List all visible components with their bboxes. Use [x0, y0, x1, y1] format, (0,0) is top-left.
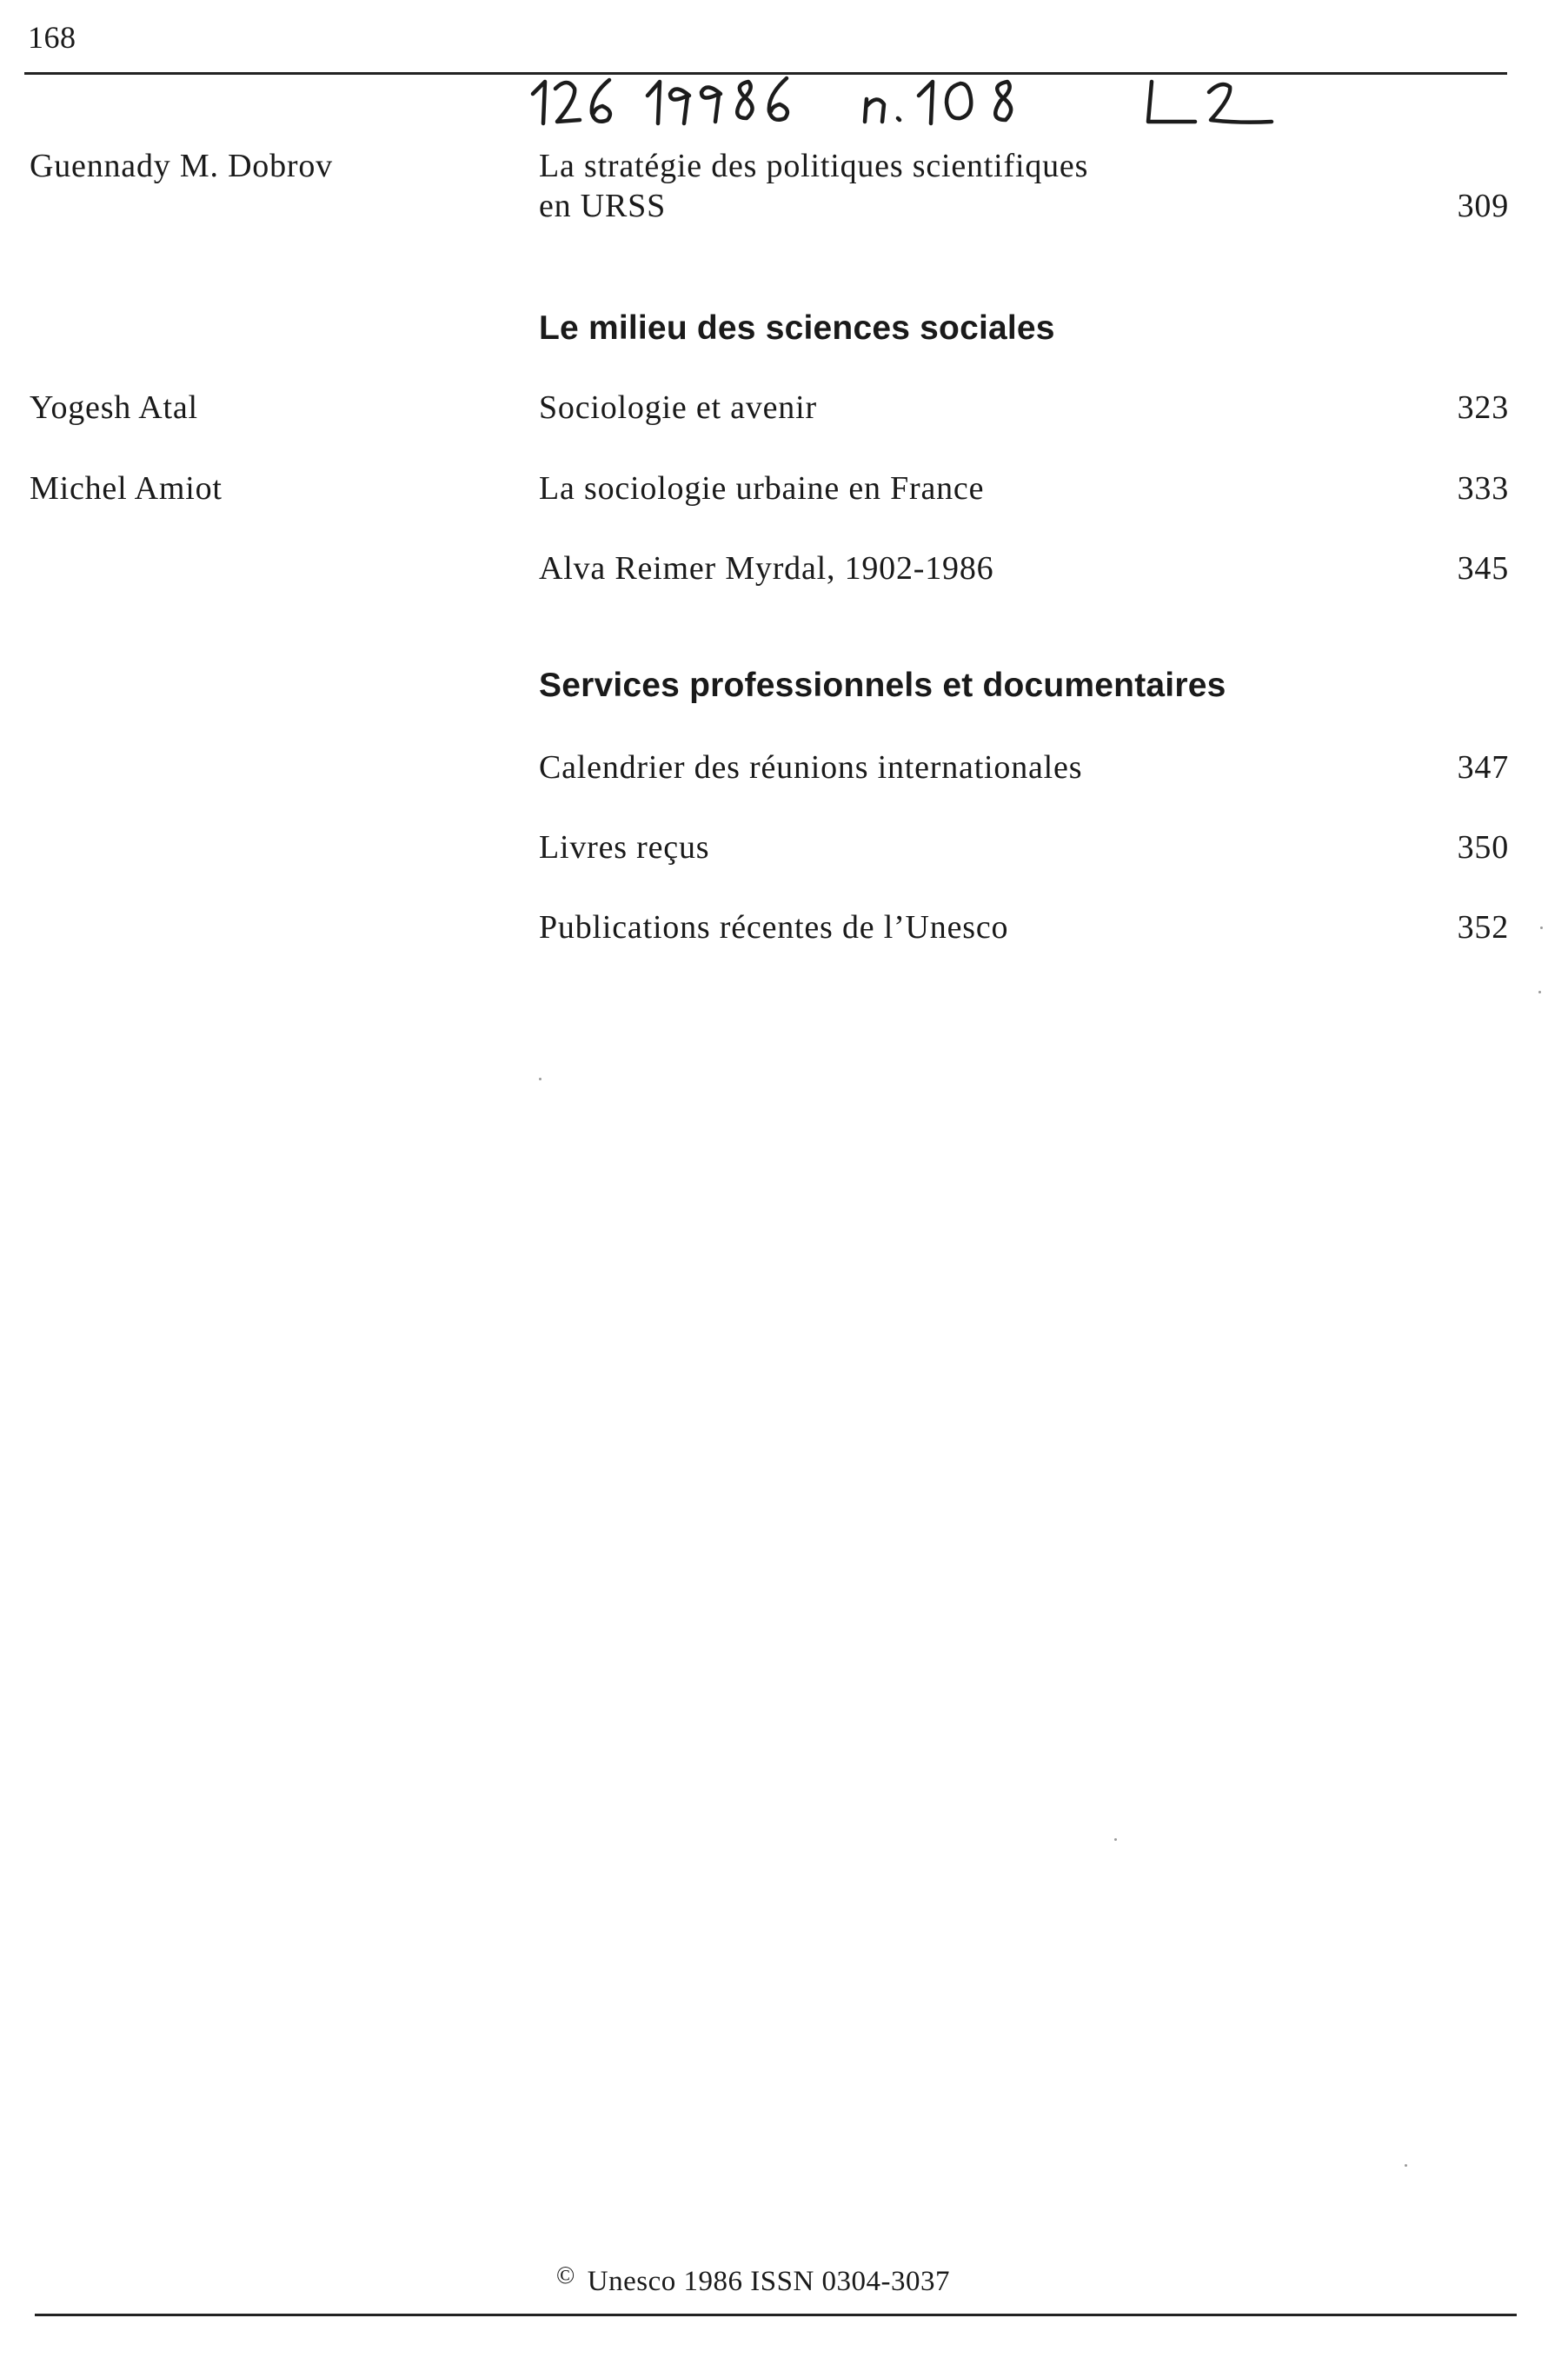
- entry-author-atal: Yogesh Atal: [30, 389, 198, 426]
- footer-copyright: [556, 2262, 950, 2298]
- entry-author-amiot: Michel Amiot: [30, 470, 223, 507]
- scan-speck: [1405, 2164, 1407, 2167]
- entry-page-calendrier: 347: [1457, 749, 1509, 786]
- scan-speck: [539, 1078, 541, 1080]
- entry-author-dobrov: Guennady M. Dobrov: [30, 148, 333, 184]
- entry-page-dobrov: 309: [1457, 188, 1509, 224]
- entry-title-dobrov-line2: en URSS: [539, 188, 667, 224]
- scan-speck: [1538, 991, 1541, 993]
- entry-page-livres: 350: [1457, 829, 1509, 866]
- entry-page-publications: 352: [1457, 909, 1509, 946]
- entry-page-amiot: 333: [1457, 470, 1509, 507]
- entry-title-dobrov-line1: La stratégie des politiques scientifiques: [539, 148, 1089, 184]
- scan-speck: [1540, 926, 1543, 929]
- page-number: 168: [28, 20, 76, 55]
- scan-speck: [1114, 1838, 1117, 1841]
- entry-title-amiot: La sociologie urbaine en France: [539, 470, 985, 507]
- copyright-symbol: ©: [556, 2262, 575, 2289]
- entry-title-atal: Sociologie et avenir: [539, 389, 817, 426]
- section-heading-milieu: Le milieu des sciences sociales: [539, 309, 1055, 347]
- entry-title-livres: Livres reçus: [539, 829, 710, 866]
- entry-page-atal: 323: [1457, 389, 1509, 426]
- section-heading-services: Services professionnels et documentaires: [539, 667, 1226, 704]
- entry-page-myrdal: 345: [1457, 550, 1509, 587]
- entry-title-calendrier: Calendrier des réunions internationales: [539, 749, 1083, 786]
- entry-title-myrdal: Alva Reimer Myrdal, 1902-1986: [539, 550, 994, 587]
- entry-title-publications: Publications récentes de l’Unesco: [539, 909, 1009, 946]
- footer-text: Unesco 1986 ISSN 0304-3037: [587, 2266, 951, 2297]
- handwritten-annotation-drawing: [526, 70, 1325, 148]
- handwritten-annotation: [526, 70, 1325, 148]
- footer-rule: [35, 2314, 1517, 2316]
